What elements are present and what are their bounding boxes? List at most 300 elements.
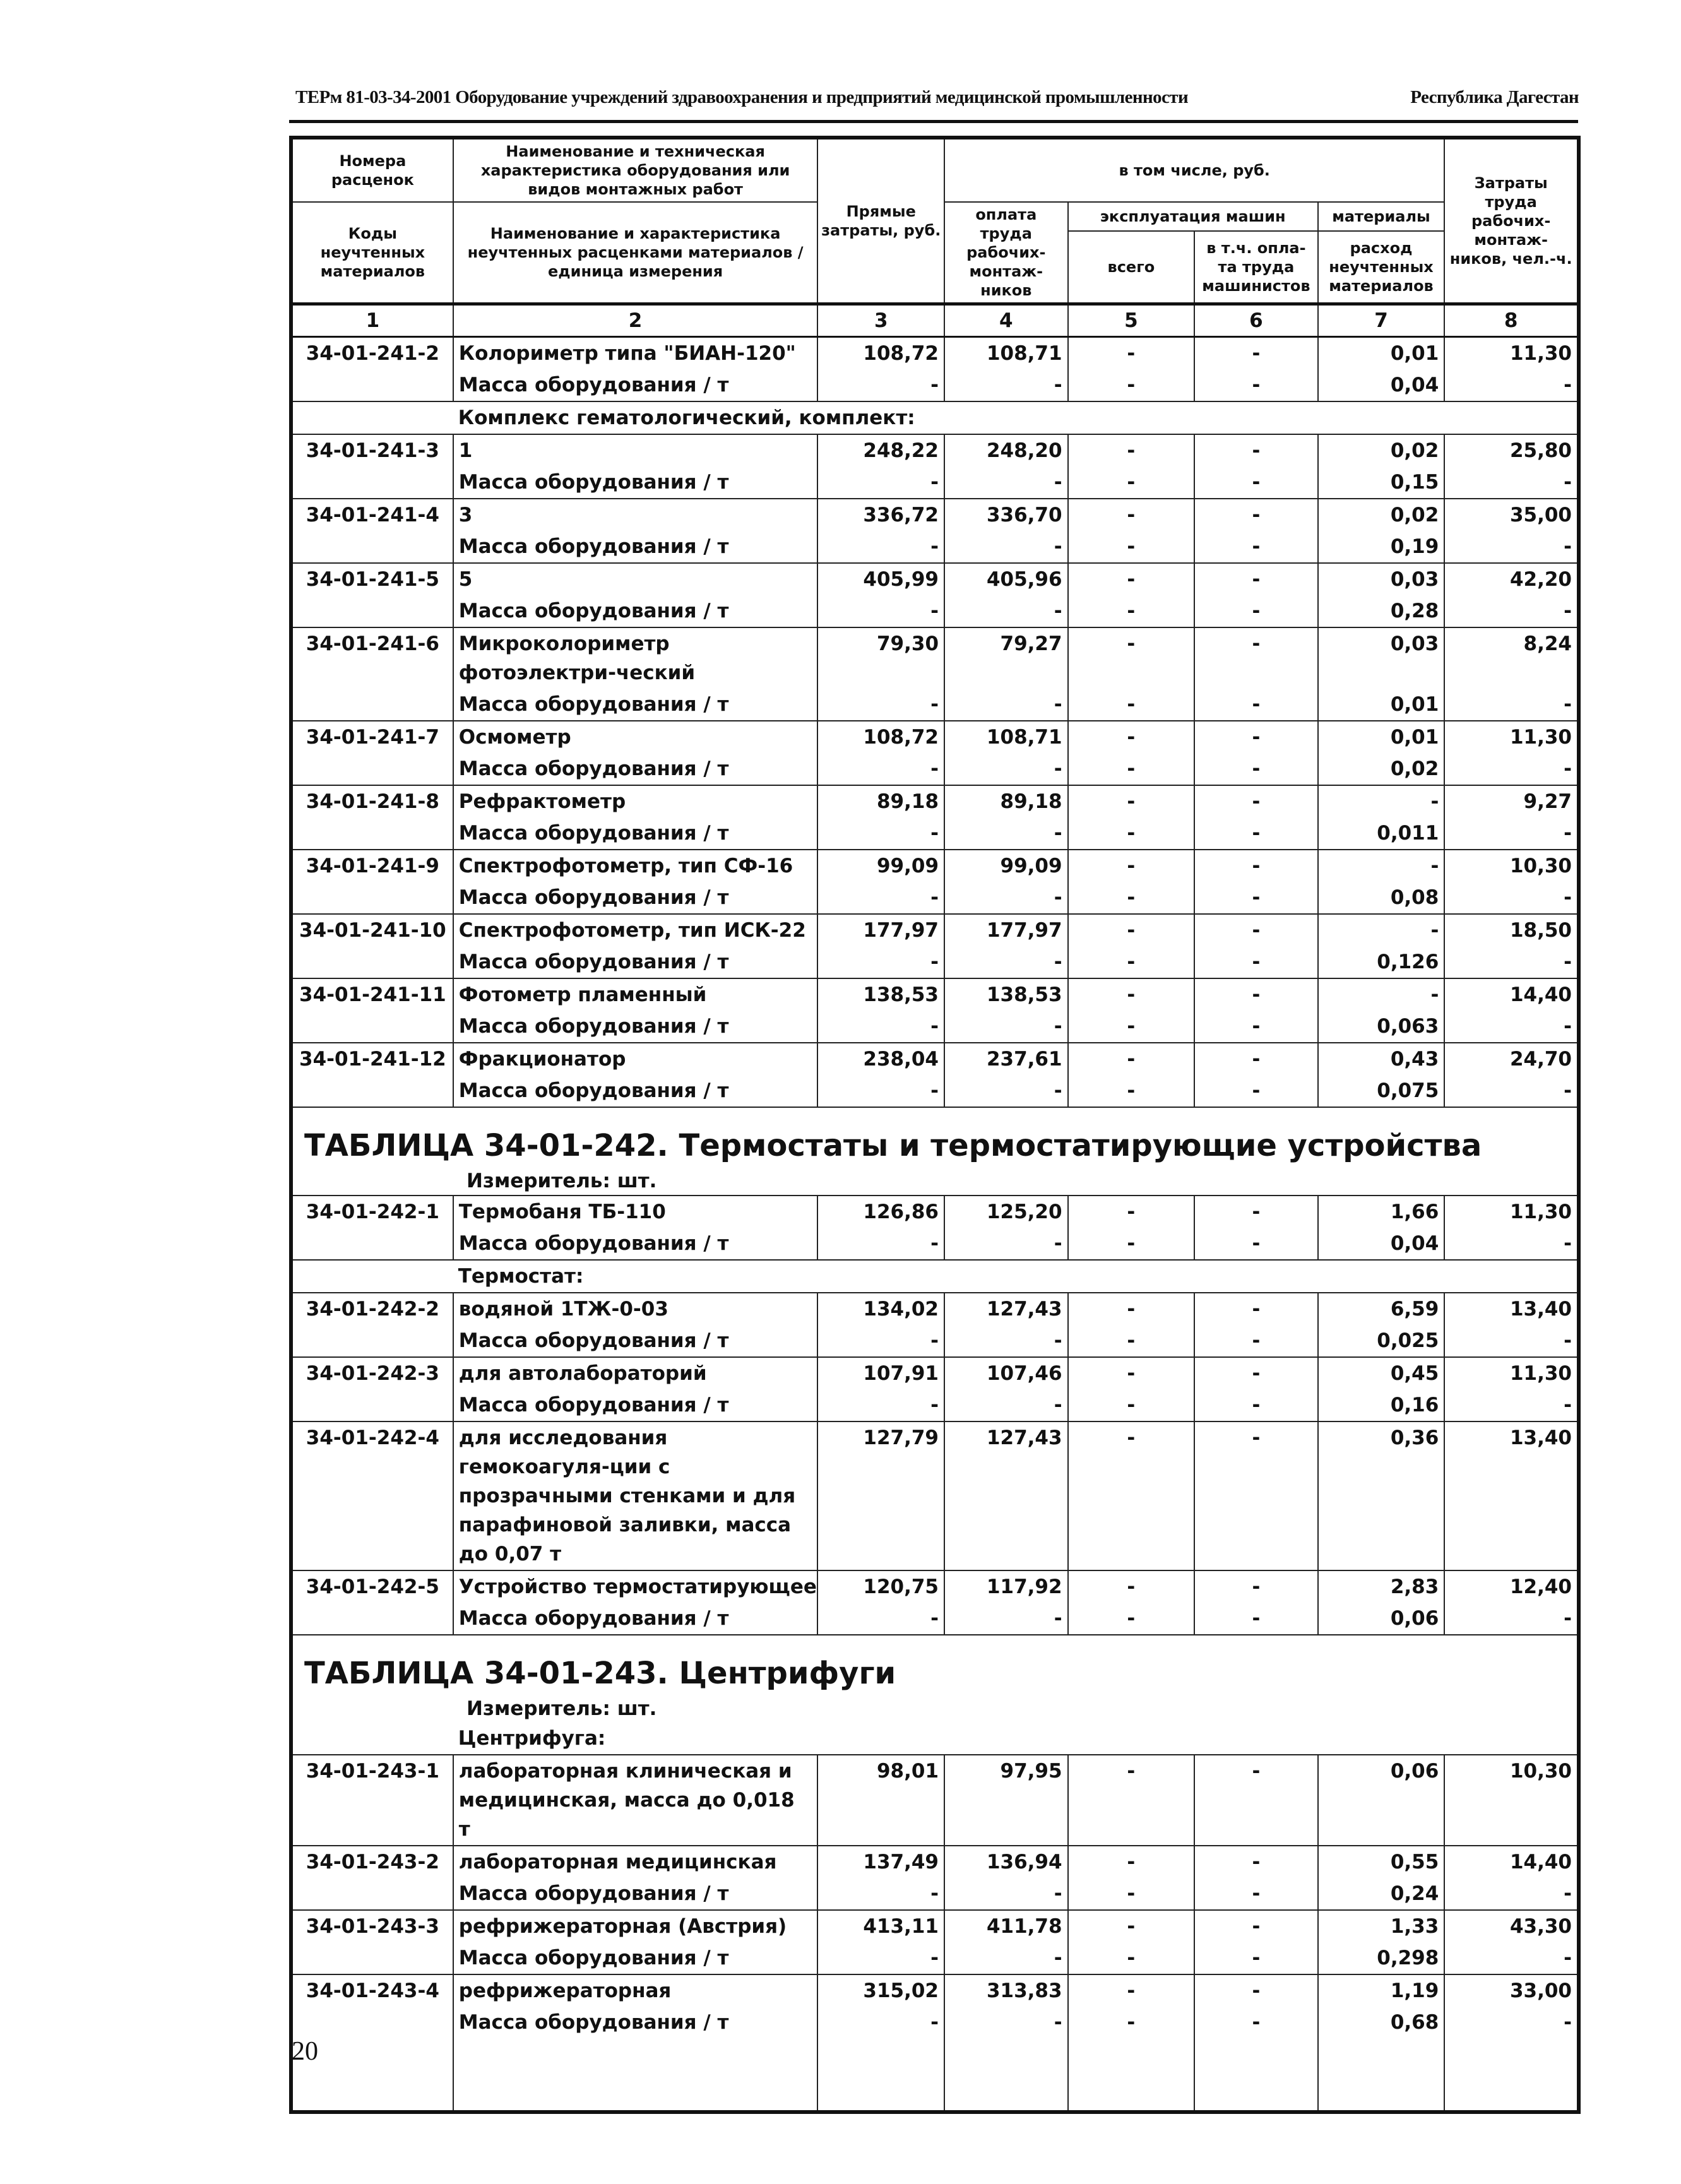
table-row bbox=[291, 1942, 1579, 1974]
rate-code: 34-01-241-5 bbox=[291, 563, 453, 595]
table-row bbox=[291, 627, 1579, 689]
table-row bbox=[291, 946, 1579, 978]
table-row bbox=[291, 785, 1579, 817]
rate-code: 34-01-242-4 bbox=[291, 1421, 453, 1570]
rate-code bbox=[291, 595, 453, 627]
labor-cost: - bbox=[944, 1075, 1068, 1107]
materials-value: 0,02 bbox=[1318, 434, 1445, 466]
materials-value: 0,06 bbox=[1318, 1603, 1445, 1635]
table-row bbox=[291, 369, 1579, 401]
materials-value: 0,16 bbox=[1318, 1389, 1445, 1421]
labor-hours: - bbox=[1444, 1075, 1579, 1107]
machines-total: - bbox=[1068, 595, 1195, 627]
direct-cost: 315,02 bbox=[817, 1974, 944, 2007]
direct-cost: 248,22 bbox=[817, 434, 944, 466]
column-number: 5 bbox=[1068, 304, 1195, 337]
item-name: Устройство термостатирующее bbox=[453, 1570, 818, 1603]
direct-cost: - bbox=[817, 1603, 944, 1635]
labor-hours: - bbox=[1444, 369, 1579, 401]
materials-value: 0,011 bbox=[1318, 817, 1445, 850]
materials-value: - bbox=[1318, 785, 1445, 817]
header-rule bbox=[289, 120, 1578, 123]
direct-cost: 99,09 bbox=[817, 850, 944, 882]
direct-cost: 89,18 bbox=[817, 785, 944, 817]
materials-value: 0,02 bbox=[1318, 753, 1445, 785]
machines-total: - bbox=[1068, 1228, 1195, 1260]
table-row bbox=[291, 1755, 1579, 1846]
item-name: 3 bbox=[453, 499, 818, 531]
materials-value: 0,04 bbox=[1318, 1228, 1445, 1260]
rate-code bbox=[291, 1389, 453, 1421]
labor-cost: - bbox=[944, 466, 1068, 499]
labor-hours: - bbox=[1444, 817, 1579, 850]
labor-hours: - bbox=[1444, 531, 1579, 563]
labor-hours: - bbox=[1444, 882, 1579, 914]
rate-code: 34-01-242-1 bbox=[291, 1196, 453, 1228]
machines-total: - bbox=[1068, 914, 1195, 946]
rate-code bbox=[291, 946, 453, 978]
machines-total: - bbox=[1068, 1075, 1195, 1107]
labor-cost: - bbox=[944, 689, 1068, 721]
rate-code: 34-01-241-7 bbox=[291, 721, 453, 753]
direct-cost: - bbox=[817, 946, 944, 978]
materials-value: 6,59 bbox=[1318, 1293, 1445, 1325]
item-name: Масса оборудования / т bbox=[453, 1603, 818, 1635]
materials-value: 0,36 bbox=[1318, 1421, 1445, 1570]
labor-cost: 136,94 bbox=[944, 1846, 1068, 1878]
machinists-pay: - bbox=[1194, 1942, 1318, 1974]
machinists-pay: - bbox=[1194, 1421, 1318, 1570]
labor-hours: - bbox=[1444, 595, 1579, 627]
machinists-pay: - bbox=[1194, 369, 1318, 401]
table-row bbox=[291, 978, 1579, 1011]
machines-total: - bbox=[1068, 1293, 1195, 1325]
item-name: 5 bbox=[453, 563, 818, 595]
labor-cost: - bbox=[944, 753, 1068, 785]
materials-value: 0,19 bbox=[1318, 531, 1445, 563]
direct-cost: - bbox=[817, 817, 944, 850]
labor-hours: - bbox=[1444, 753, 1579, 785]
direct-cost: - bbox=[817, 531, 944, 563]
table-row bbox=[291, 1846, 1579, 1878]
rate-code bbox=[291, 466, 453, 499]
item-name: Масса оборудования / т bbox=[453, 1075, 818, 1107]
group-label: Комплекс гематологический, комплект: bbox=[453, 401, 1579, 434]
direct-cost: 134,02 bbox=[817, 1293, 944, 1325]
item-name: лабораторная клиническая и медицинская, масса до 0,018 т bbox=[453, 1755, 818, 1846]
materials-value: 0,55 bbox=[1318, 1846, 1445, 1878]
group-label: Термостат: bbox=[453, 1260, 1579, 1293]
rate-code bbox=[291, 2007, 453, 2038]
materials-value: 0,075 bbox=[1318, 1075, 1445, 1107]
direct-cost: - bbox=[817, 753, 944, 785]
section-title: ТАБЛИЦА 34-01-242. Термостаты и термостатирующие устройства bbox=[291, 1107, 1579, 1167]
machines-total: - bbox=[1068, 753, 1195, 785]
column-number: 2 bbox=[453, 304, 818, 337]
rate-code: 34-01-241-3 bbox=[291, 434, 453, 466]
direct-cost: - bbox=[817, 1942, 944, 1974]
labor-hours: 33,00 bbox=[1444, 1974, 1579, 2007]
machinists-pay: - bbox=[1194, 689, 1318, 721]
rate-code: 34-01-243-1 bbox=[291, 1755, 453, 1846]
group-spacer bbox=[291, 401, 453, 434]
item-name: для автолабораторий bbox=[453, 1357, 818, 1389]
materials-value: - bbox=[1318, 914, 1445, 946]
direct-cost: 126,86 bbox=[817, 1196, 944, 1228]
table-row bbox=[291, 434, 1579, 466]
header-labor-cost: Затраты труда рабочих-монтаж-ников, чел.-ч. bbox=[1444, 138, 1579, 304]
labor-hours: - bbox=[1444, 1228, 1579, 1260]
machinists-pay: - bbox=[1194, 627, 1318, 689]
item-name: Масса оборудования / т bbox=[453, 1325, 818, 1357]
machines-total: - bbox=[1068, 1043, 1195, 1075]
group-spacer bbox=[291, 1260, 453, 1293]
machines-total: - bbox=[1068, 466, 1195, 499]
machines-total: - bbox=[1068, 1389, 1195, 1421]
labor-hours: - bbox=[1444, 946, 1579, 978]
header-material-codes: Коды неучтенных материалов bbox=[291, 202, 453, 304]
machines-total: - bbox=[1068, 434, 1195, 466]
table-row bbox=[291, 1043, 1579, 1075]
item-name: Масса оборудования / т bbox=[453, 1878, 818, 1910]
machines-total: - bbox=[1068, 882, 1195, 914]
materials-value: 1,33 bbox=[1318, 1910, 1445, 1942]
labor-cost: 127,43 bbox=[944, 1421, 1068, 1570]
direct-cost: - bbox=[817, 2007, 944, 2038]
labor-hours: 24,70 bbox=[1444, 1043, 1579, 1075]
header-including: в том числе, руб. bbox=[944, 138, 1444, 202]
machines-total: - bbox=[1068, 721, 1195, 753]
table-row bbox=[291, 1325, 1579, 1357]
machinists-pay: - bbox=[1194, 499, 1318, 531]
filler-cell bbox=[1068, 2038, 1195, 2112]
labor-hours: - bbox=[1444, 1878, 1579, 1910]
item-name: Спектрофотометр, тип СФ-16 bbox=[453, 850, 818, 882]
item-name: 1 bbox=[453, 434, 818, 466]
labor-cost: - bbox=[944, 595, 1068, 627]
item-name: Осмометр bbox=[453, 721, 818, 753]
table-row bbox=[291, 1421, 1579, 1570]
rate-code bbox=[291, 1228, 453, 1260]
direct-cost: 120,75 bbox=[817, 1570, 944, 1603]
labor-cost: 108,71 bbox=[944, 337, 1068, 370]
table-row bbox=[291, 595, 1579, 627]
machinists-pay: - bbox=[1194, 817, 1318, 850]
direct-cost: 79,30 bbox=[817, 627, 944, 689]
machinists-pay: - bbox=[1194, 1325, 1318, 1357]
item-name: Масса оборудования / т bbox=[453, 882, 818, 914]
table-row bbox=[291, 850, 1579, 882]
group-spacer bbox=[291, 1723, 453, 1755]
machines-total: - bbox=[1068, 563, 1195, 595]
materials-value: 0,01 bbox=[1318, 721, 1445, 753]
item-name: Масса оборудования / т bbox=[453, 2007, 818, 2038]
table-row bbox=[291, 466, 1579, 499]
table-row bbox=[291, 563, 1579, 595]
table-row bbox=[291, 1228, 1579, 1260]
header-name: Наименование и техническая характеристика оборудования или видов монтажных работ bbox=[453, 138, 818, 202]
item-name: рефрижераторная (Австрия) bbox=[453, 1910, 818, 1942]
item-name: Масса оборудования / т bbox=[453, 1389, 818, 1421]
labor-cost: - bbox=[944, 882, 1068, 914]
group-row bbox=[291, 401, 1579, 434]
machinists-pay: - bbox=[1194, 882, 1318, 914]
direct-cost: 138,53 bbox=[817, 978, 944, 1011]
materials-value: - bbox=[1318, 850, 1445, 882]
machines-total: - bbox=[1068, 1942, 1195, 1974]
labor-hours: 8,24 bbox=[1444, 627, 1579, 689]
item-name: Масса оборудования / т bbox=[453, 595, 818, 627]
materials-value: 0,063 bbox=[1318, 1011, 1445, 1043]
materials-value: 0,06 bbox=[1318, 1755, 1445, 1846]
labor-cost: - bbox=[944, 1325, 1068, 1357]
materials-value: 2,83 bbox=[1318, 1570, 1445, 1603]
labor-hours: 13,40 bbox=[1444, 1421, 1579, 1570]
rate-code: 34-01-242-5 bbox=[291, 1570, 453, 1603]
labor-hours: - bbox=[1444, 466, 1579, 499]
machines-total: - bbox=[1068, 369, 1195, 401]
rate-code bbox=[291, 1075, 453, 1107]
machines-total: - bbox=[1068, 817, 1195, 850]
labor-cost: 108,71 bbox=[944, 721, 1068, 753]
header-machines: эксплуатация машин bbox=[1068, 202, 1318, 231]
materials-value: - bbox=[1318, 978, 1445, 1011]
filler-cell bbox=[1194, 2038, 1318, 2112]
table-row bbox=[291, 1910, 1579, 1942]
direct-cost: 108,72 bbox=[817, 721, 944, 753]
table-header-row bbox=[291, 138, 1579, 202]
machinists-pay: - bbox=[1194, 563, 1318, 595]
labor-cost: - bbox=[944, 817, 1068, 850]
item-name: Рефрактометр bbox=[453, 785, 818, 817]
machinists-pay: - bbox=[1194, 1293, 1318, 1325]
table-row bbox=[291, 337, 1579, 370]
direct-cost: - bbox=[817, 1325, 944, 1357]
rate-code bbox=[291, 531, 453, 563]
labor-hours: - bbox=[1444, 1603, 1579, 1635]
materials-value: 0,04 bbox=[1318, 369, 1445, 401]
machinists-pay: - bbox=[1194, 946, 1318, 978]
labor-hours: 18,50 bbox=[1444, 914, 1579, 946]
table-row bbox=[291, 1878, 1579, 1910]
machinists-pay: - bbox=[1194, 337, 1318, 370]
direct-cost: - bbox=[817, 1878, 944, 1910]
machinists-pay: - bbox=[1194, 1075, 1318, 1107]
machinists-pay: - bbox=[1194, 1755, 1318, 1846]
table-row bbox=[291, 1293, 1579, 1325]
table-row bbox=[291, 1974, 1579, 2007]
table-row bbox=[291, 499, 1579, 531]
table-row bbox=[291, 1603, 1579, 1635]
item-name: Масса оборудования / т bbox=[453, 689, 818, 721]
group-label: Центрифуга: bbox=[453, 1723, 1579, 1755]
materials-value: 0,126 bbox=[1318, 946, 1445, 978]
table-row bbox=[291, 1357, 1579, 1389]
machines-total: - bbox=[1068, 785, 1195, 817]
column-number: 4 bbox=[944, 304, 1068, 337]
direct-cost: 127,79 bbox=[817, 1421, 944, 1570]
labor-hours: 43,30 bbox=[1444, 1910, 1579, 1942]
rate-code: 34-01-241-12 bbox=[291, 1043, 453, 1075]
group-row bbox=[291, 1723, 1579, 1755]
section-title-row bbox=[291, 1635, 1579, 1695]
materials-value: 1,19 bbox=[1318, 1974, 1445, 2007]
labor-cost: - bbox=[944, 2007, 1068, 2038]
machinists-pay: - bbox=[1194, 978, 1318, 1011]
machinists-pay: - bbox=[1194, 1196, 1318, 1228]
labor-hours: 11,30 bbox=[1444, 337, 1579, 370]
rate-code: 34-01-241-11 bbox=[291, 978, 453, 1011]
materials-value: 0,03 bbox=[1318, 627, 1445, 689]
labor-cost: 336,70 bbox=[944, 499, 1068, 531]
machinists-pay: - bbox=[1194, 531, 1318, 563]
labor-hours: 10,30 bbox=[1444, 1755, 1579, 1846]
materials-value: 0,025 bbox=[1318, 1325, 1445, 1357]
materials-value: 1,66 bbox=[1318, 1196, 1445, 1228]
section-measure: Измеритель: шт. bbox=[291, 1695, 1579, 1723]
rate-code bbox=[291, 817, 453, 850]
header-direct: Прямые затраты, руб. bbox=[817, 138, 944, 304]
labor-cost: 99,09 bbox=[944, 850, 1068, 882]
labor-hours: 10,30 bbox=[1444, 850, 1579, 882]
labor-cost: 248,20 bbox=[944, 434, 1068, 466]
item-name: Масса оборудования / т bbox=[453, 369, 818, 401]
rate-code: 34-01-243-3 bbox=[291, 1910, 453, 1942]
item-name: лабораторная медицинская bbox=[453, 1846, 818, 1878]
direct-cost: 108,72 bbox=[817, 337, 944, 370]
machinists-pay: - bbox=[1194, 785, 1318, 817]
table-row bbox=[291, 914, 1579, 946]
materials-value: 0,01 bbox=[1318, 689, 1445, 721]
materials-value: 0,02 bbox=[1318, 499, 1445, 531]
labor-cost: - bbox=[944, 1228, 1068, 1260]
filler-cell bbox=[1444, 2038, 1579, 2112]
item-name: Масса оборудования / т bbox=[453, 1228, 818, 1260]
labor-cost: 313,83 bbox=[944, 1974, 1068, 2007]
labor-hours: - bbox=[1444, 2007, 1579, 2038]
filler-cell bbox=[817, 2038, 944, 2112]
rate-code: 34-01-241-6 bbox=[291, 627, 453, 689]
labor-hours: 13,40 bbox=[1444, 1293, 1579, 1325]
machines-total: - bbox=[1068, 1755, 1195, 1846]
table-row bbox=[291, 531, 1579, 563]
item-name: Масса оборудования / т bbox=[453, 1942, 818, 1974]
column-number: 3 bbox=[817, 304, 944, 337]
table-row bbox=[291, 721, 1579, 753]
item-name: водяной 1ТЖ-0-03 bbox=[453, 1293, 818, 1325]
rate-code: 34-01-243-2 bbox=[291, 1846, 453, 1878]
item-name: рефрижераторная bbox=[453, 1974, 818, 2007]
direct-cost: 177,97 bbox=[817, 914, 944, 946]
labor-hours: - bbox=[1444, 689, 1579, 721]
materials-value: 0,15 bbox=[1318, 466, 1445, 499]
direct-cost: - bbox=[817, 882, 944, 914]
rate-code: 34-01-241-2 bbox=[291, 337, 453, 370]
direct-cost: 336,72 bbox=[817, 499, 944, 531]
header-material-consumption: расход неучтенных материалов bbox=[1318, 231, 1445, 304]
rate-code bbox=[291, 369, 453, 401]
section-measure: Измеритель: шт. bbox=[291, 1167, 1579, 1196]
table-row bbox=[291, 1011, 1579, 1043]
rate-code: 34-01-243-4 bbox=[291, 1974, 453, 2007]
header-total: всего bbox=[1068, 231, 1195, 304]
item-name: Масса оборудования / т bbox=[453, 817, 818, 850]
direct-cost: - bbox=[817, 1075, 944, 1107]
direct-cost: - bbox=[817, 369, 944, 401]
filler-cell bbox=[1318, 2038, 1445, 2112]
direct-cost: - bbox=[817, 595, 944, 627]
rate-code bbox=[291, 1325, 453, 1357]
labor-hours: - bbox=[1444, 1011, 1579, 1043]
column-number: 6 bbox=[1194, 304, 1318, 337]
labor-cost: 127,43 bbox=[944, 1293, 1068, 1325]
materials-value: 0,08 bbox=[1318, 882, 1445, 914]
machinists-pay: - bbox=[1194, 1043, 1318, 1075]
column-number-row bbox=[291, 304, 1579, 337]
labor-cost: - bbox=[944, 1603, 1068, 1635]
item-name: Фракционатор bbox=[453, 1043, 818, 1075]
table-row bbox=[291, 1570, 1579, 1603]
direct-cost: 137,49 bbox=[817, 1846, 944, 1878]
rate-code: 34-01-242-3 bbox=[291, 1357, 453, 1389]
direct-cost: 413,11 bbox=[817, 1910, 944, 1942]
rate-code bbox=[291, 689, 453, 721]
item-name: для исследования гемокоагуля-ции с прозрачными стенками и для парафиновой заливки, масса до 0,07 т bbox=[453, 1421, 818, 1570]
rate-code bbox=[291, 753, 453, 785]
machines-total: - bbox=[1068, 1421, 1195, 1570]
labor-hours: 11,30 bbox=[1444, 1357, 1579, 1389]
machines-total: - bbox=[1068, 689, 1195, 721]
materials-value: 0,45 bbox=[1318, 1357, 1445, 1389]
labor-cost: - bbox=[944, 1389, 1068, 1421]
table-row bbox=[291, 1389, 1579, 1421]
labor-hours: 35,00 bbox=[1444, 499, 1579, 531]
item-name: Фотометр пламенный bbox=[453, 978, 818, 1011]
machines-total: - bbox=[1068, 1325, 1195, 1357]
machinists-pay: - bbox=[1194, 1846, 1318, 1878]
labor-hours: 42,20 bbox=[1444, 563, 1579, 595]
table-row bbox=[291, 1196, 1579, 1228]
table-row bbox=[291, 882, 1579, 914]
filler-cell bbox=[453, 2038, 818, 2112]
machinists-pay: - bbox=[1194, 721, 1318, 753]
materials-value: 0,03 bbox=[1318, 563, 1445, 595]
table-row bbox=[291, 1075, 1579, 1107]
table-row bbox=[291, 689, 1579, 721]
item-name: Масса оборудования / т bbox=[453, 531, 818, 563]
machines-total: - bbox=[1068, 1357, 1195, 1389]
machinists-pay: - bbox=[1194, 1228, 1318, 1260]
running-header-region: Республика Дагестан bbox=[1410, 87, 1579, 107]
machines-total: - bbox=[1068, 1011, 1195, 1043]
labor-cost: - bbox=[944, 1878, 1068, 1910]
machinists-pay: - bbox=[1194, 850, 1318, 882]
labor-hours: 25,80 bbox=[1444, 434, 1579, 466]
labor-hours: - bbox=[1444, 1325, 1579, 1357]
labor-cost: 117,92 bbox=[944, 1570, 1068, 1603]
rate-code: 34-01-241-8 bbox=[291, 785, 453, 817]
rate-code bbox=[291, 882, 453, 914]
direct-cost: 405,99 bbox=[817, 563, 944, 595]
labor-cost: - bbox=[944, 369, 1068, 401]
machinists-pay: - bbox=[1194, 595, 1318, 627]
item-name: Микроколориметр фотоэлектри-ческий bbox=[453, 627, 818, 689]
labor-cost: - bbox=[944, 1011, 1068, 1043]
direct-cost: - bbox=[817, 1011, 944, 1043]
machinists-pay: - bbox=[1194, 1389, 1318, 1421]
header-machinists: в т.ч. опла-та труда машинистов bbox=[1194, 231, 1318, 304]
machines-total: - bbox=[1068, 1974, 1195, 2007]
